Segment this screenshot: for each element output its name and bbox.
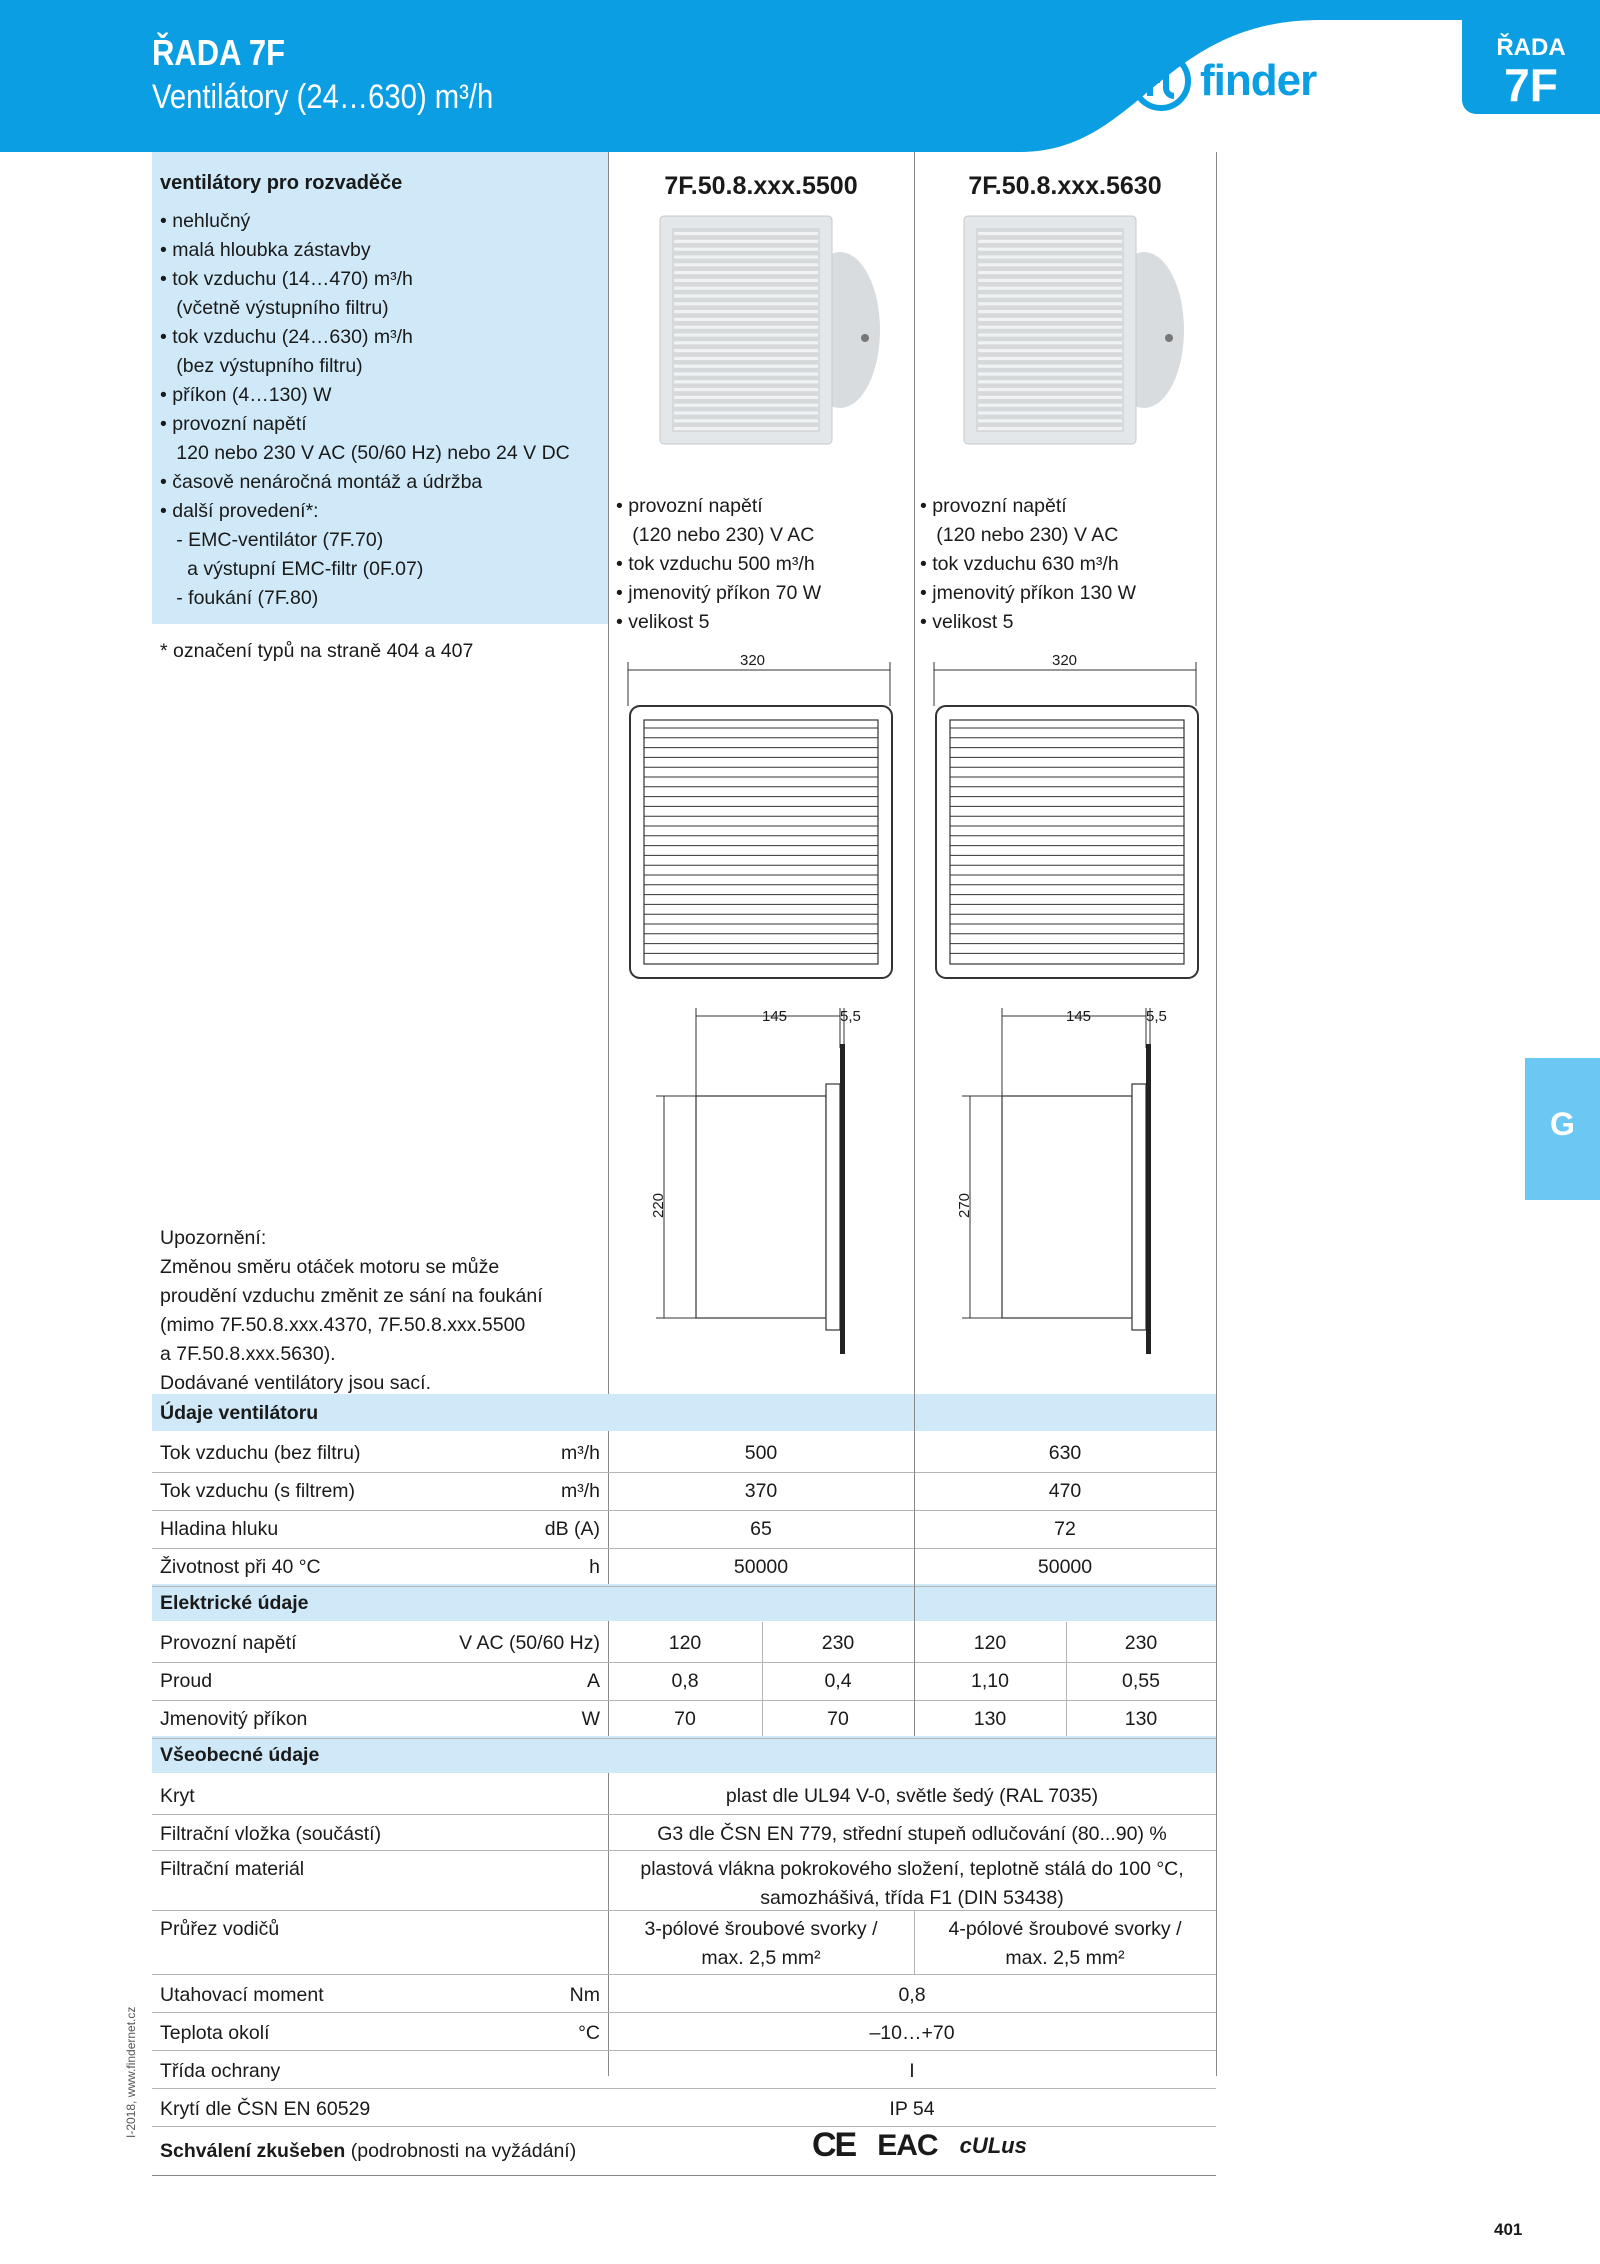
notice-line: a 7F.50.8.xxx.5630). [160, 1343, 336, 1365]
footnote: * označení typů na straně 404 a 407 [160, 640, 474, 662]
row-unit: W [581, 1708, 600, 1730]
row-label: Hladina hluku [160, 1518, 279, 1540]
louvre-slat [674, 396, 818, 399]
row-divider [152, 1700, 1216, 1701]
feature-line: • tok vzduchu (14…470) m³/h [160, 268, 413, 290]
feature-line: • provozní napětí [160, 413, 307, 435]
cell-value: 3-pólové šroubové svorky / [644, 1918, 878, 1940]
row-label: Tok vzduchu (bez filtru) [160, 1442, 361, 1464]
row-label: Filtrační materiál [160, 1858, 305, 1880]
cell-value: 70 [827, 1708, 849, 1730]
row-divider [152, 1738, 1216, 1739]
cell-value: 0,4 [824, 1670, 852, 1692]
cell-value: 4-pólové šroubové svorky / [948, 1918, 1182, 1940]
row-label: Proud [160, 1670, 213, 1692]
series-title: ŘADA 7F [152, 32, 286, 73]
row-label: Třída ochrany [160, 2060, 281, 2082]
section-tab-letter: G [1550, 1106, 1575, 1142]
cell-value: 0,55 [1122, 1670, 1160, 1692]
product-spec-line: • velikost 5 [616, 611, 710, 633]
row-divider [152, 2126, 1216, 2127]
general-title: Všeobecné údaje [160, 1744, 320, 1766]
cell-value: 130 [973, 1708, 1007, 1730]
cell-divider [762, 1622, 763, 1736]
product-spec-line: • tok vzduchu 500 m³/h [616, 553, 815, 575]
side-frame [826, 1084, 840, 1330]
feature-line: • malá hloubka zástavby [160, 239, 371, 261]
row-divider [152, 1910, 1216, 1911]
louvre-slat [978, 404, 1122, 407]
cell-value: 470 [1048, 1480, 1082, 1502]
louvre-slat [674, 411, 818, 414]
front-inner [950, 720, 1184, 964]
row-unit: m³/h [561, 1480, 600, 1502]
louvre-slat [978, 279, 1122, 282]
louvre-slat [978, 341, 1122, 344]
page-number: 401 [1494, 2220, 1523, 2239]
dim-depth-5500: 145 [762, 1008, 788, 1025]
side-housing [696, 1096, 826, 1318]
dim-height-5500: 220 [650, 1192, 667, 1218]
row-label: Teplota okolí [160, 2022, 270, 2044]
row-unit: dB (A) [544, 1518, 600, 1540]
cell-value: 50000 [1037, 1556, 1093, 1578]
louvre-slat [674, 427, 818, 430]
product-spec-line: • jmenovitý příkon 130 W [920, 582, 1136, 604]
row-label: Utahovací moment [160, 1984, 324, 2006]
cell-value: 50000 [733, 1556, 789, 1578]
approval-marks [812, 2126, 1027, 2165]
row-divider [152, 1974, 1216, 1975]
louvre-slat [674, 248, 818, 251]
row-divider [152, 1510, 1216, 1511]
series-tab-label: ŘADA [1496, 34, 1566, 61]
cell-value: 500 [744, 1442, 778, 1464]
louvre-slat [674, 341, 818, 344]
louvre-slat [674, 255, 818, 258]
row-divider [152, 2050, 1216, 2051]
culus-mark-icon: cULus [959, 2132, 1027, 2158]
product-spec-line: • provozní napětí [616, 495, 763, 517]
louvre-slat [978, 365, 1122, 368]
louvre-slat [978, 318, 1122, 321]
feature-line: • příkon (4…130) W [160, 384, 332, 406]
louvre-slat [978, 255, 1122, 258]
side-panel [840, 1044, 845, 1354]
dim-width-5630: 320 [1052, 652, 1078, 669]
cell-value: –10…+70 [869, 2022, 955, 2044]
product-spec-line: • velikost 5 [920, 611, 1014, 633]
louvre-slat [674, 419, 818, 422]
louvre-slat [978, 271, 1122, 274]
louvre-slat [674, 232, 818, 235]
louvre-slat [978, 388, 1122, 391]
cell-value: IP 54 [889, 2098, 935, 2120]
row-divider [152, 2012, 1216, 2013]
row-unit: V AC (50/60 Hz) [459, 1632, 600, 1654]
row-divider [152, 2088, 1216, 2089]
louvre-slat [978, 240, 1122, 243]
row-label: Tok vzduchu (s filtrem) [160, 1480, 356, 1502]
notice-line: (mimo 7F.50.8.xxx.4370, 7F.50.8.xxx.5500 [160, 1314, 526, 1336]
louvre-slat [674, 263, 818, 266]
louvre-slat [674, 294, 818, 297]
cell-divider [1066, 1622, 1067, 1736]
feature-line: • nehlučný [160, 210, 251, 232]
louvre-slat [674, 380, 818, 383]
cell-value: max. 2,5 mm² [701, 1947, 821, 1969]
dimension-drawing-5630 [914, 648, 1216, 1368]
louvre-slat [978, 427, 1122, 430]
louvre-slat [978, 333, 1122, 336]
ce-mark-icon: CE [812, 2126, 856, 2164]
cell-value: 65 [750, 1518, 772, 1540]
feature-line: (bez výstupního filtru) [160, 355, 363, 377]
approvals-label-rest: (podrobnosti na vyžádání) [345, 2140, 577, 2162]
table-bottom-line [152, 2175, 1216, 2176]
finder-logo [1130, 46, 1316, 116]
cell-value: 230 [821, 1632, 855, 1654]
features-title: ventilátory pro rozvaděče [160, 172, 403, 194]
louvre-slat [674, 287, 818, 290]
product-photo-5630 [954, 210, 1194, 450]
louvre-slat [674, 372, 818, 375]
louvre-slat [978, 248, 1122, 251]
row-divider [152, 1814, 1216, 1815]
louvre-slat [978, 411, 1122, 414]
louvre-slat [978, 294, 1122, 297]
product-spec-line: (120 nebo 230) V AC [920, 524, 1119, 546]
product-title-5500: 7F.50.8.xxx.5500 [664, 172, 858, 200]
louvre-slat [978, 263, 1122, 266]
side-housing [1002, 1096, 1132, 1318]
louvre-slat [674, 326, 818, 329]
louvre-slat [978, 326, 1122, 329]
row-divider [152, 1472, 1216, 1473]
notice-line: Dodávané ventilátory jsou sací. [160, 1372, 431, 1394]
row-divider [152, 1850, 1216, 1851]
row-divider [152, 1662, 1216, 1663]
series-subtitle: Ventilátory (24…630) m³/h [152, 78, 494, 116]
product-spec-line: • jmenovitý příkon 70 W [616, 582, 822, 604]
row-label: Provozní napětí [160, 1632, 297, 1654]
dim-height-5630: 270 [956, 1192, 973, 1218]
row-label: Jmenovitý příkon [160, 1708, 308, 1730]
cell-value: 0,8 [898, 1984, 926, 2006]
electrical-band [152, 1584, 1216, 1621]
cell-value: plast dle UL94 V-0, světle šedý (RAL 7035) [725, 1785, 1099, 1807]
notice-line: Změnou směru otáček motoru se může [160, 1256, 500, 1278]
louvre-slat [978, 310, 1122, 313]
side-frame [1132, 1084, 1146, 1330]
side-copyright: I-2018, www.findernet.cz [124, 2006, 138, 2138]
louvre-slat [978, 287, 1122, 290]
notice-line: Upozornění: [160, 1227, 267, 1249]
row-label: Průřez vodičů [160, 1918, 280, 1940]
cell-value: 120 [973, 1632, 1007, 1654]
louvre-slat [674, 240, 818, 243]
feature-line: • tok vzduchu (24…630) m³/h [160, 326, 413, 348]
louvre-slat [674, 388, 818, 391]
louvre-slat [674, 357, 818, 360]
louvre-slat [978, 396, 1122, 399]
dim-frame-5630: 5,5 [1146, 1008, 1167, 1025]
grid-line [1216, 152, 1217, 2076]
front-inner [644, 720, 878, 964]
louvre-slat [978, 357, 1122, 360]
cell-value: 120 [668, 1632, 702, 1654]
cell-value: 1,10 [971, 1670, 1009, 1692]
section-tab [1525, 1058, 1600, 1200]
feature-line: a výstupní EMC-filtr (0F.07) [160, 558, 424, 580]
product-spec-line: • tok vzduchu 630 m³/h [920, 553, 1119, 575]
feature-line: - EMC-ventilátor (7F.70) [160, 529, 384, 551]
cell-value: 70 [674, 1708, 696, 1730]
eac-mark-icon: EAC [877, 2128, 938, 2162]
feature-line: • časově nenáročná montáž a údržba [160, 471, 483, 493]
louvre-slat [674, 310, 818, 313]
cell-value: 0,8 [671, 1670, 699, 1692]
cell-value: 370 [744, 1480, 778, 1502]
fan-data-title: Údaje ventilátoru [160, 1402, 319, 1424]
row-divider [152, 1586, 1216, 1587]
louvre-slat [978, 380, 1122, 383]
cell-value: I [909, 2060, 915, 2082]
series-tab-code: 7F [1504, 59, 1558, 111]
louvre-slat [978, 349, 1122, 352]
cell-value: 630 [1048, 1442, 1082, 1464]
cell-value: G3 dle ČSN EN 779, střední stupeň odlučování (80...90) % [657, 1823, 1167, 1845]
feature-line: - foukání (7F.80) [160, 587, 319, 609]
louvre-slat [978, 302, 1122, 305]
dim-width-5500: 320 [740, 652, 766, 669]
cell-value: samozhášivá, třída F1 (DIN 53438) [760, 1887, 1064, 1909]
approvals-label [160, 2140, 576, 2163]
product-title-5630: 7F.50.8.xxx.5630 [968, 172, 1162, 200]
louvre-slat [674, 279, 818, 282]
row-label: Krytí dle ČSN EN 60529 [160, 2098, 371, 2120]
dim-frame-5500: 5,5 [840, 1008, 861, 1025]
finder-logo-text: finder [1200, 56, 1317, 105]
louvre-slat [674, 302, 818, 305]
side-panel [1146, 1044, 1151, 1354]
row-unit: Nm [569, 1984, 600, 2006]
louvre-slat [674, 271, 818, 274]
row-unit: A [586, 1670, 600, 1692]
louvre-slat [674, 333, 818, 336]
feature-line: 120 nebo 230 V AC (50/60 Hz) nebo 24 V DC [160, 442, 570, 464]
electrical-title: Elektrické údaje [160, 1592, 309, 1614]
row-label: Životnost při 40 °C [160, 1556, 321, 1578]
product-spec-line: • provozní napětí [920, 495, 1067, 517]
cell-value: max. 2,5 mm² [1005, 1947, 1125, 1969]
approvals-label-bold: Schválení zkušeben [160, 2140, 346, 2162]
row-unit: °C [578, 2022, 600, 2044]
feature-line: • další provedení*: [160, 500, 319, 522]
cell-value: 130 [1124, 1708, 1158, 1730]
louvre-slat [674, 318, 818, 321]
louvre-slat [978, 419, 1122, 422]
row-unit: m³/h [561, 1442, 600, 1464]
feature-line: (včetně výstupního filtru) [160, 297, 389, 319]
louvre-slat [978, 372, 1122, 375]
louvre-slat [674, 349, 818, 352]
product-spec-line: (120 nebo 230) V AC [616, 524, 815, 546]
product-photo-5500 [650, 210, 890, 450]
louvre-slat [674, 404, 818, 407]
notice-line: proudění vzduchu změnit ze sání na foukání [160, 1285, 543, 1307]
row-divider [152, 1548, 1216, 1549]
row-unit: h [589, 1556, 600, 1578]
row-label: Filtrační vložka (součástí) [160, 1823, 382, 1845]
cell-value: 72 [1054, 1518, 1076, 1540]
cell-value: plastová vlákna pokrokového složení, teplotně stálá do 100 °C, [640, 1858, 1184, 1880]
row-label: Kryt [160, 1785, 195, 1807]
finder-logo-icon [1130, 50, 1192, 112]
louvre-slat [674, 365, 818, 368]
notice [160, 1224, 543, 1398]
louvre-slat [978, 232, 1122, 235]
cell-value: 230 [1124, 1632, 1158, 1654]
cell-divider [914, 1394, 915, 1736]
dim-depth-5630: 145 [1066, 1008, 1092, 1025]
dimension-drawing-5500 [608, 648, 914, 1368]
